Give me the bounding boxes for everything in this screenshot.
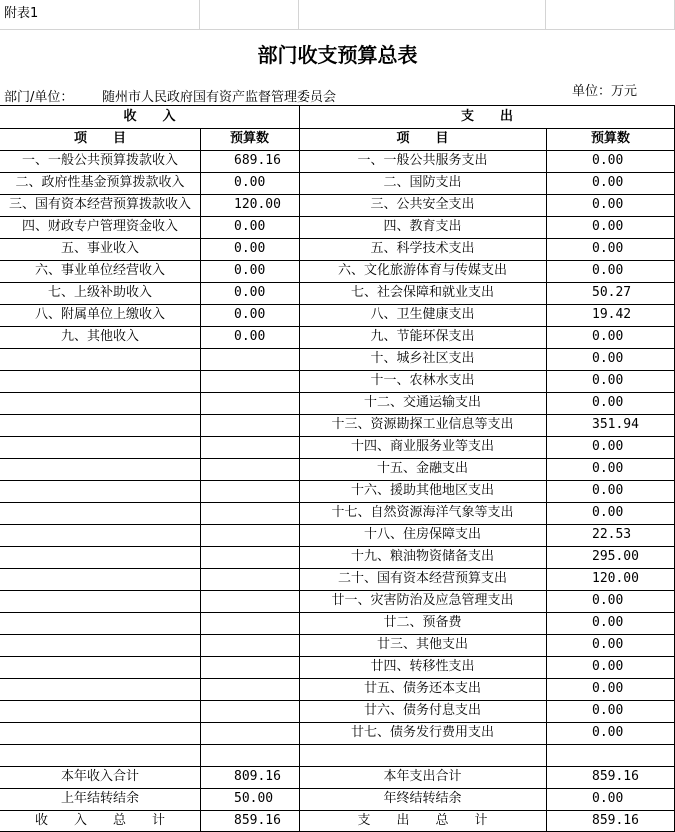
income-item-cell: 四、财政专户管理资金收入 [21,219,178,234]
expense-item-cell: 一、一般公共服务支出 [357,153,488,168]
expense-item-cell: 十五、金融支出 [376,461,468,476]
expense-value-cell: 22.53 [592,527,632,542]
income-item-cell [0,502,200,524]
expense-item-cell: 六、文化旅游体育与传媒支出 [337,263,507,278]
income-item-cell [0,634,200,656]
expense-value-cell: 295.00 [592,549,639,564]
income-item-cell: 六、事业单位经营收入 [34,263,165,278]
income-item-cell: 收 入 总 计 [34,813,165,828]
expense-item-cell: 十三、资源勘探工业信息等支出 [331,417,514,432]
income-col-amount: 预算数 [229,131,269,146]
income-value-cell [200,634,299,656]
income-item-cell [0,392,200,414]
income-item-cell [0,612,200,634]
expense-header: 支 出 [460,109,513,124]
expense-value-cell: 120.00 [592,571,639,586]
income-item-cell: 二、政府性基金预算拨款收入 [15,175,185,190]
expense-item-cell: 廿二、预备费 [383,615,462,630]
expense-value-cell: 0.00 [592,615,624,630]
expense-value-cell: 0.00 [592,175,624,190]
expense-item-cell: 十二、交通运输支出 [363,395,481,410]
grid-cell [546,0,675,29]
expense-item-cell: 本年支出合计 [383,769,462,784]
expense-value-cell: 859.16 [592,769,639,784]
income-value-cell: 0.00 [234,285,266,300]
expense-item-cell: 十四、商业服务业等支出 [350,439,494,454]
income-item-cell [0,656,200,678]
expense-item-cell: 四、教育支出 [383,219,462,234]
income-value-cell: 0.00 [234,263,266,278]
income-item-cell [0,480,200,502]
income-item-cell: 九、其他收入 [60,329,139,344]
income-item-cell [0,568,200,590]
income-item-cell: 五、事业收入 [60,241,139,256]
expense-item-cell: 廿四、转移性支出 [370,659,475,674]
expense-item-cell: 五、科学技术支出 [370,241,475,256]
expense-col-divider [546,128,547,832]
attachment-label: 附表1 [4,6,39,21]
expense-value-cell: 0.00 [592,241,624,256]
income-item-cell: 本年收入合计 [60,769,139,784]
expense-value-cell: 19.42 [592,307,632,322]
center-divider [299,105,300,832]
expense-item-cell: 三、公共安全支出 [370,197,475,212]
expense-item-cell: 八、卫生健康支出 [370,307,475,322]
expense-col-amount: 预算数 [590,131,630,146]
income-item-cell [0,700,200,722]
expense-item-cell: 十一、农林水支出 [370,373,475,388]
income-value-cell [200,722,299,744]
expense-item-cell: 九、节能环保支出 [370,329,475,344]
expense-value-cell: 0.00 [592,373,624,388]
income-value-cell [200,502,299,524]
expense-value-cell: 0.00 [592,351,624,366]
income-value-cell [200,392,299,414]
income-item-cell [0,436,200,458]
expense-value-cell: 0.00 [592,659,624,674]
income-col-item: 项 目 [73,131,126,146]
income-value-cell [200,678,299,700]
expense-value-cell: 50.27 [592,285,632,300]
income-item-cell [0,590,200,612]
page-title: 部门收支预算总表 [257,43,418,67]
income-item-cell: 七、上级补助收入 [47,285,152,300]
income-item-cell: 一、一般公共预算拨款收入 [21,153,178,168]
income-value-cell [200,436,299,458]
unit-label: 单位：万元 [572,84,638,99]
income-value-cell [200,524,299,546]
expense-item-cell [299,744,546,766]
income-value-cell: 0.00 [234,241,266,256]
expense-item-cell: 七、社会保障和就业支出 [350,285,494,300]
income-item-cell: 三、国有资本经营预算拨款收入 [8,197,191,212]
income-value-cell [200,700,299,722]
expense-value-cell: 351.94 [592,417,639,432]
expense-value-cell: 0.00 [592,483,624,498]
income-value-cell: 0.00 [234,219,266,234]
expense-item-cell: 十八、住房保障支出 [363,527,481,542]
expense-item-cell: 支 出 总 计 [357,813,488,828]
expense-item-cell: 年终结转结余 [383,791,462,806]
income-value-cell [200,480,299,502]
expense-item-cell: 十、城乡社区支出 [370,351,475,366]
income-item-cell [0,744,200,766]
income-value-cell: 0.00 [234,329,266,344]
expense-value-cell: 0.00 [592,219,624,234]
income-item-cell [0,370,200,392]
expense-value-cell: 0.00 [592,263,624,278]
income-value-cell [200,370,299,392]
expense-item-cell: 廿七、债务发行费用支出 [350,725,494,740]
income-item-cell [0,678,200,700]
expense-item-cell: 廿六、债务付息支出 [363,703,481,718]
expense-value-cell: 0.00 [592,505,624,520]
income-value-cell: 0.00 [234,175,266,190]
income-value-cell [200,744,299,766]
dept-name: 随州市人民政府国有资产监督管理委员会 [102,90,337,105]
expense-col-item: 项 目 [396,131,449,146]
income-col-divider [200,128,201,832]
expense-value-cell: 0.00 [592,593,624,608]
income-item-cell [0,722,200,744]
grid-cell [200,0,299,29]
income-value-cell [200,568,299,590]
expense-item-cell: 二十、国有资本经营预算支出 [337,571,507,586]
income-item-cell [0,546,200,568]
income-value-cell [200,414,299,436]
expense-value-cell [546,744,675,766]
income-item-cell [0,348,200,370]
income-item-cell: 八、附属单位上缴收入 [34,307,165,322]
expense-value-cell: 0.00 [592,439,624,454]
income-item-cell [0,524,200,546]
expense-value-cell: 859.16 [592,813,639,828]
income-item-cell [0,414,200,436]
expense-value-cell: 0.00 [592,153,624,168]
expense-value-cell: 0.00 [592,461,624,476]
expense-value-cell: 0.00 [592,197,624,212]
income-value-cell: 689.16 [234,153,281,168]
income-item-cell [0,458,200,480]
expense-item-cell: 十九、粮油物资储备支出 [350,549,494,564]
dept-label: 部门/单位： [4,90,74,105]
expense-item-cell: 二、国防支出 [383,175,462,190]
expense-item-cell: 十六、援助其他地区支出 [350,483,494,498]
expense-value-cell: 0.00 [592,703,624,718]
expense-value-cell: 0.00 [592,395,624,410]
expense-item-cell: 廿一、灾害防治及应急管理支出 [331,593,514,608]
income-value-cell [200,590,299,612]
grid-divider [0,29,675,30]
income-value-cell [200,348,299,370]
expense-value-cell: 0.00 [592,791,624,806]
income-value-cell: 859.16 [234,813,281,828]
expense-value-cell: 0.00 [592,681,624,696]
income-value-cell: 0.00 [234,307,266,322]
income-value-cell: 120.00 [234,197,281,212]
expense-item-cell: 廿五、债务还本支出 [363,681,481,696]
income-value-cell [200,612,299,634]
expense-value-cell: 0.00 [592,329,624,344]
expense-value-cell: 0.00 [592,637,624,652]
expense-value-cell: 0.00 [592,725,624,740]
income-item-cell: 上年结转结余 [60,791,139,806]
income-header: 收 入 [123,109,176,124]
income-value-cell [200,458,299,480]
income-value-cell [200,656,299,678]
expense-item-cell: 廿三、其他支出 [376,637,468,652]
expense-item-cell: 十七、自然资源海洋气象等支出 [331,505,514,520]
grid-cell [299,0,546,29]
income-value-cell [200,546,299,568]
income-value-cell: 809.16 [234,769,281,784]
income-value-cell: 50.00 [234,791,274,806]
